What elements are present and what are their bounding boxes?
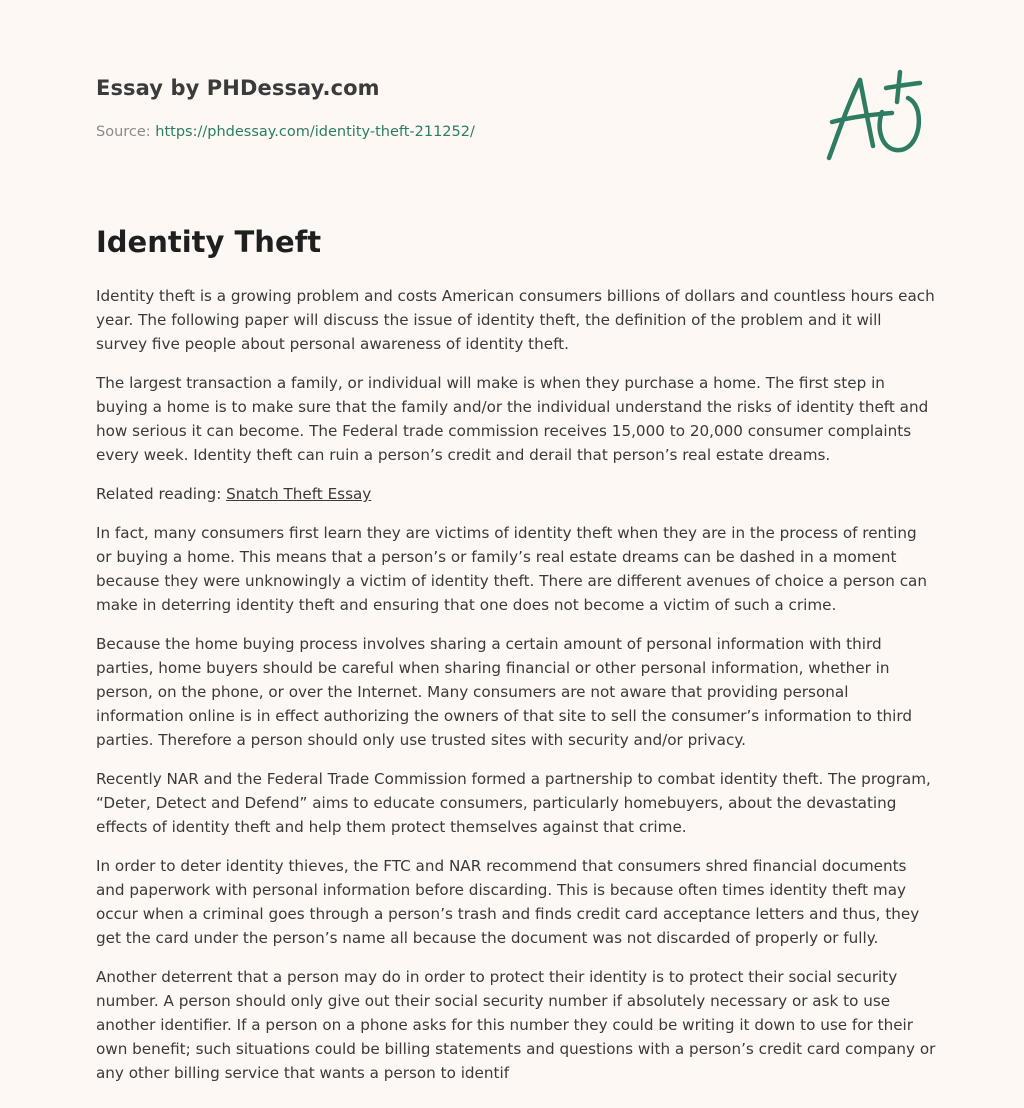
source-link[interactable]: https://phdessay.com/identity-theft-211252/	[155, 124, 475, 140]
related-reading-label: Related reading:	[96, 485, 227, 503]
paragraph: Identity theft is a growing problem and costs American consumers billions of dollars and countless hours each year. The following paper will discuss the issue of identity theft, the definition of the problem and it will survey five people about personal awareness of identity theft.	[96, 287, 935, 353]
source-line	[96, 124, 475, 140]
essay-title: Identity Theft	[96, 225, 322, 259]
paragraph: Because the home buying process involves sharing a certain amount of personal information with third parties, home buyers should be careful when sharing financial or other personal information, whether in person, on the phone, or over the Internet. Many consumers are not aware that providing personal information online is in effect authorizing the owners of that site to sell the consumer’s information to third parties. Therefore a person should only use trusted sites with security and/or privacy.	[96, 635, 913, 749]
source-label: Source:	[96, 124, 156, 140]
essay-body	[96, 284, 936, 1100]
paragraph: Another deterrent that a person may do in order to protect their identity is to protect their social security number. A person should only give out their social security number if absolutely necessary or ask to use another identifier. If a person on a phone asks for this number they could be writing it down to use for their own benefit; such situations could be billing statements and questions with a person’s credit card company or any other billing service that wants a person to identif	[96, 968, 936, 1082]
a-plus-grade-icon	[820, 66, 930, 166]
related-reading	[96, 482, 936, 506]
related-reading-link[interactable]: Snatch Theft Essay	[226, 485, 372, 503]
paragraph: Recently NAR and the Federal Trade Commission formed a partnership to combat identity theft. The program, “Deter, Detect and Defend” aims to educate consumers, particularly homebuyers, about the devastating effects of identity theft and help them protect themselves against that crime.	[96, 770, 931, 836]
paragraph: The largest transaction a family, or individual will make is when they purchase a home. The first step in buying a home is to make sure that the family and/or the individual understand the risks of identity theft and how serious it can become. The Federal trade commission receives 15,000 to 20,000 consumer complaints every week. Identity theft can ruin a person’s credit and derail that person’s real estate dreams.	[96, 374, 929, 464]
paragraph: In fact, many consumers first learn they are victims of identity theft when they are in the process of renting or buying a home. This means that a person’s or family’s real estate dreams can be dashed in a moment because they were unknowingly a victim of identity theft. There are different avenues of choice a person can make in deterring identity theft and ensuring that one does not become a victim of such a crime.	[96, 524, 927, 614]
site-title: Essay by PHDessay.com	[96, 76, 380, 100]
paragraph: In order to deter identity thieves, the FTC and NAR recommend that consumers shred financial documents and paperwork with personal information before discarding. This is because often times identity theft may occur when a criminal goes through a person’s trash and finds credit card acceptance letters and thus, they get the card under the person’s name all because the document was not discarded of properly or fully.	[96, 857, 920, 947]
